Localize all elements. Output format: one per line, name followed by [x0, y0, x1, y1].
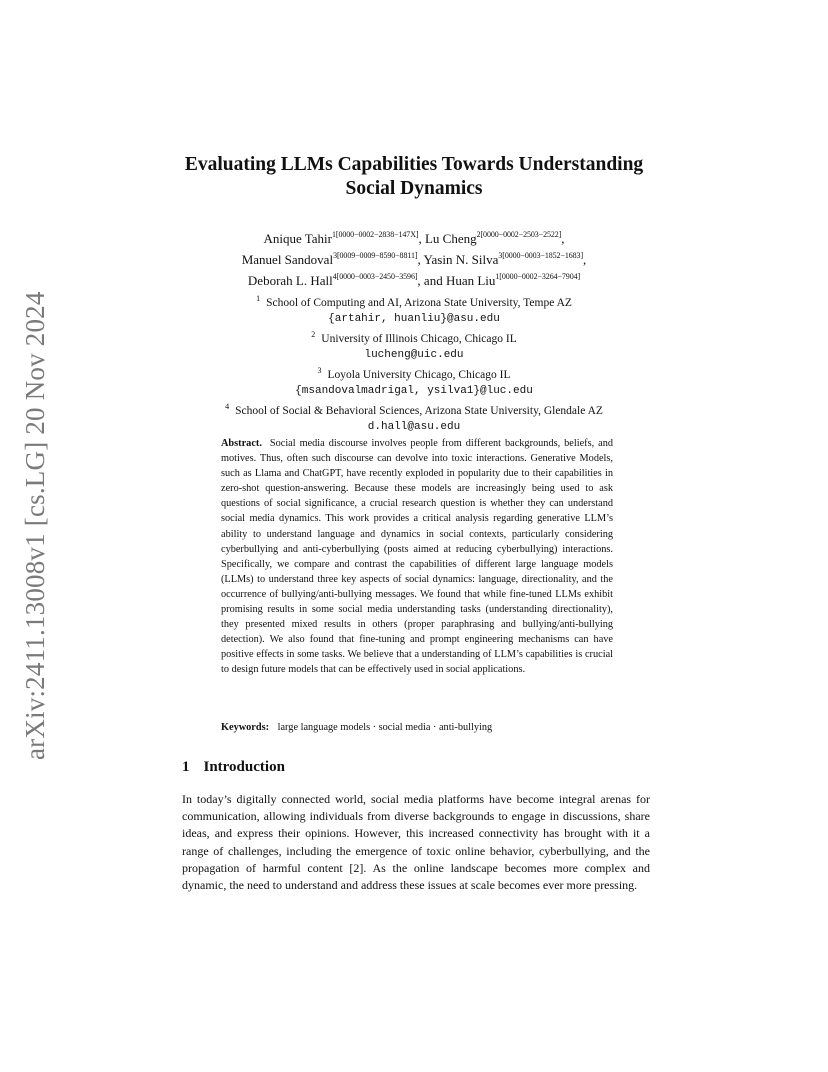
author-name: , Yasin N. Silva: [417, 252, 499, 267]
author-line: [150, 268, 678, 289]
abstract-label: Abstract.: [221, 438, 262, 449]
affiliation-number: 1: [256, 294, 261, 303]
title-line: Social Dynamics: [345, 178, 483, 199]
author-separator: ,: [561, 231, 565, 246]
author-name: , Lu Cheng: [418, 231, 477, 246]
affiliation: [150, 327, 678, 348]
author-orcid: 3[0000−0003−1852−1683]: [498, 251, 584, 260]
arxiv-identifier-stamp: arXiv:2411.13008v1 [cs.LG] 20 Nov 2024: [20, 291, 50, 760]
author-line: [150, 226, 678, 247]
author-separator: ,: [583, 252, 587, 267]
affiliation-email: {msandovalmadrigal, ysilva1}@luc.edu: [295, 384, 533, 397]
affiliation-email: lucheng@uic.edu: [364, 348, 464, 361]
keywords: [221, 720, 613, 735]
affiliation: [150, 399, 678, 420]
affiliation-email: d.hall@asu.edu: [367, 420, 461, 433]
author-name: Anique Tahir: [263, 231, 332, 246]
affiliation-email: {artahir, huanliu}@asu.edu: [328, 312, 500, 325]
affiliation: [150, 291, 678, 312]
affiliation-number: 2: [311, 330, 316, 339]
author-list: [150, 226, 678, 289]
author-line: [150, 247, 678, 268]
introduction-paragraph: In today’s digitally connected world, social media platforms have become integral arenas for communication, allowing individuals from diverse backgrounds to engage in discussions, share ideas, and express their opinions. However, this increased connectivity has brought with it a range of challenges, including the emergence of toxic online behavior, cyberbullying, and the propagation of harmful content [2]. As the online landscape becomes more complex and dynamic, the need to understand and address these issues at scale becomes ever more pressing.: [182, 792, 650, 893]
section-heading: [182, 757, 285, 777]
paper-title: [150, 153, 678, 201]
author-orcid: 3[0009−0009−8590−8811]: [333, 251, 418, 260]
author-orcid: 2[0000−0002−2503−2522]: [476, 230, 562, 239]
keywords-label: Keywords:: [221, 722, 270, 733]
affiliations: [150, 291, 678, 435]
abstract-text: Social media discourse involves people from different backgrounds, beliefs, and motives. Thus, often such discourse can devolve into toxic interactions. Generative Models, such as Llama and ChatGPT, have recently exploded in popularity due to their capabilities in zero-shot question-answering. Because these models are increasingly being used to ask questions of social significance, a crucial research question is whether they can understand social media dynamics. This work provides a critical analysis regarding generative LLM’s ability to understand language and dynamics in social contexts, particularly considering cyberbullying and anti-cyberbullying (posts aimed at reducing cyberbullying) interactions. Specifically, we compare and contrast the capabilities of different large language models (LLMs) to understand three key aspects of social dynamics: language, directionality, and the occurrence of bullying/anti-bullying messages. We found that while fine-tuned LLMs exhibit promising results in some social media understanding tasks (understanding directionality), they presented mixed results in others (proper paraphrasing and bullying/anti-bullying detection). We also found that fine-tuning and prompt engineering mechanisms can have positive effects in some tasks. We believe that a understanding of LLM’s capabilities is crucial to design future models that can be effectively used in social applications.: [221, 438, 613, 676]
section-title: Introduction: [203, 759, 285, 775]
author-name: Manuel Sandoval: [241, 252, 334, 267]
affiliation-name: School of Social & Behavioral Sciences, Arizona State University, Glendale AZ: [235, 405, 603, 417]
affiliation-name: University of Illinois Chicago, Chicago IL: [321, 333, 517, 345]
author-name: , and Huan Liu: [417, 273, 496, 288]
affiliation-number: 3: [317, 366, 322, 375]
author-orcid: 1[0000−0002−2838−147X]: [332, 230, 419, 239]
affiliation-name: School of Computing and AI, Arizona State University, Tempe AZ: [266, 297, 572, 309]
author-orcid: 4[0000−0003−2450−3596]: [332, 272, 418, 281]
affiliation-number: 4: [225, 402, 230, 411]
affiliation: [150, 363, 678, 384]
affiliation-name: Loyola University Chicago, Chicago IL: [327, 369, 511, 381]
section-number: 1: [182, 759, 190, 775]
abstract: [221, 436, 613, 678]
author-orcid: 1[0000−0002−3264−7904]: [495, 272, 581, 281]
keywords-text: large language models · social media · anti-bullying: [277, 722, 493, 733]
title-line: Evaluating LLMs Capabilities Towards Understanding: [184, 154, 644, 175]
author-name: Deborah L. Hall: [247, 273, 333, 288]
